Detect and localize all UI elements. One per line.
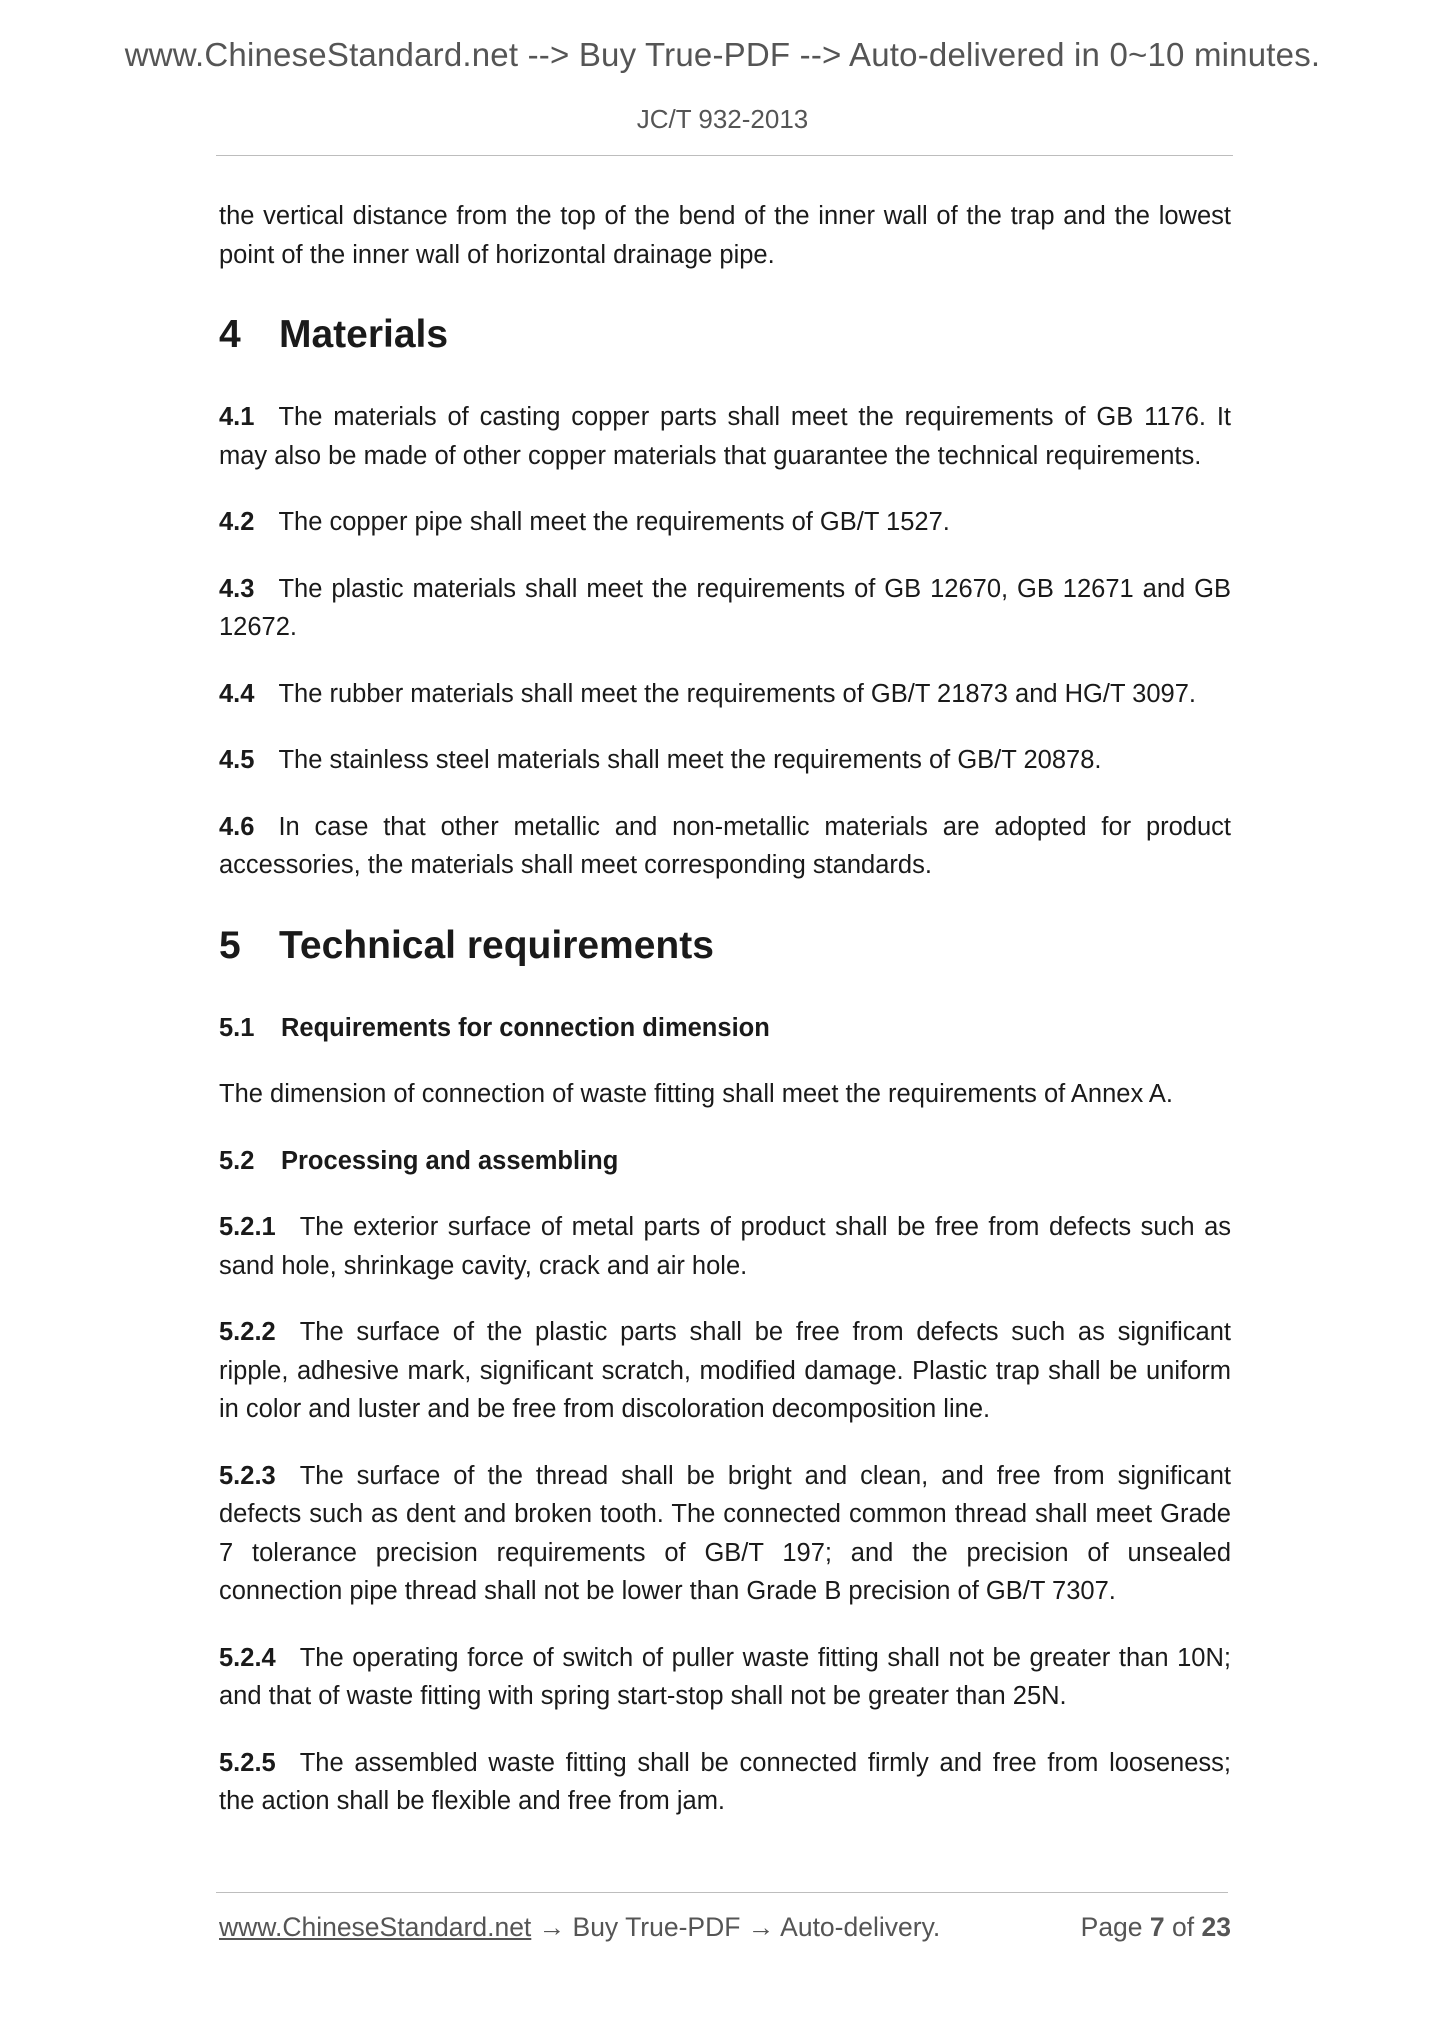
footer-site-link[interactable]: www.ChineseStandard.net	[219, 1912, 532, 1942]
clause-4-3	[219, 570, 1231, 647]
subsection-5-1-heading	[219, 1009, 1231, 1048]
of-word: of	[1172, 1912, 1195, 1942]
clause-5-2-4	[219, 1639, 1231, 1716]
clause-5-2-2	[219, 1313, 1231, 1429]
clause-number: 4.3	[219, 574, 255, 603]
clause-text: The surface of the plastic parts shall be free from defects such as significant ripple, adhesive mark, significant scratch, modified damage. Plastic trap shall be uniform in color and luster and be free from discoloration decomposition line.	[219, 1318, 1231, 1423]
section-number: 4	[219, 313, 241, 356]
page-number: 7	[1149, 1912, 1165, 1942]
subsection-number: 5.2	[219, 1146, 255, 1175]
clause-number: 5.2.3	[219, 1461, 276, 1490]
clause-4-5	[219, 741, 1231, 780]
header-divider	[216, 155, 1233, 156]
clause-number: 5.2.2	[219, 1318, 276, 1346]
section-title: Materials	[279, 313, 449, 356]
subsection-title: Processing and assembling	[281, 1146, 619, 1175]
clause-text: The exterior surface of metal parts of product shall be free from defects such as sand hole, shrinkage cavity, crack and air hole.	[219, 1213, 1231, 1280]
clause-text: The surface of the thread shall be bright and clean, and free from significant defects such as dent and broken tooth. The connected common thread shall meet Grade 7 tolerance precision requirements of GB/T 197; and the precision of unsealed connection pipe thread shall not be lower than Grade B precision of GB/T 7307.	[219, 1461, 1231, 1605]
intro-paragraph: the vertical distance from the top of the bend of the inner wall of the trap and the lowest point of the inner wall of horizontal drainage pipe.	[219, 202, 1231, 269]
section-5-heading	[219, 921, 1231, 971]
clause-4-2	[219, 503, 1231, 542]
clause-number: 5.2.5	[219, 1748, 276, 1777]
page-footer	[219, 1912, 1231, 1943]
clause-number: 5.2.1	[219, 1213, 276, 1241]
clause-text: The operating force of switch of puller waste fitting shall not be greater than 10N; and that of waste fitting with spring start-stop shall not be greater than 25N.	[219, 1643, 1231, 1710]
clause-text: The rubber materials shall meet the requirements of GB/T 21873 and HG/T 3097.	[278, 679, 1196, 708]
clause-5-1-text: The dimension of connection of waste fitting shall meet the requirements of Annex A.	[219, 1080, 1173, 1108]
clause-number: 4.2	[219, 508, 255, 536]
clause-number: 4.1	[219, 403, 255, 431]
clause-4-1	[219, 398, 1231, 475]
subsection-number: 5.1	[219, 1013, 255, 1042]
section-title: Technical requirements	[279, 923, 714, 967]
clause-number: 4.5	[219, 746, 255, 774]
clause-number: 4.4	[219, 679, 255, 708]
page-word: Page	[1080, 1912, 1143, 1942]
clause-number: 4.6	[219, 812, 255, 841]
clause-5-2-3	[219, 1457, 1231, 1611]
clause-number: 5.2.4	[219, 1643, 276, 1672]
page-counter	[1081, 1912, 1231, 1943]
header-banner: www.ChineseStandard.net --> Buy True-PDF --> Auto-delivered in 0~10 minutes.	[124, 36, 1321, 73]
clause-text: In case that other metallic and non-metallic materials are adopted for product accessories, the materials shall meet corresponding standards.	[219, 812, 1231, 879]
clause-text: The plastic materials shall meet the requirements of GB 12670, GB 12671 and GB 12672.	[219, 574, 1231, 641]
clause-text: The stainless steel materials shall meet the requirements of GB/T 20878.	[278, 746, 1102, 774]
section-number: 5	[219, 923, 241, 967]
page-total: 23	[1201, 1912, 1231, 1942]
clause-text: The materials of casting copper parts shall meet the requirements of GB 1176. It may also be made of other copper materials that guarantee the technical requirements.	[219, 403, 1231, 470]
clause-text: The assembled waste fitting shall be connected firmly and free from looseness; the action shall be flexible and free from jam.	[219, 1748, 1231, 1815]
clause-text: The copper pipe shall meet the requirements of GB/T 1527.	[278, 508, 950, 536]
footer-divider	[216, 1892, 1228, 1893]
page-content	[219, 197, 1231, 1821]
section-4-heading	[219, 310, 1231, 360]
subsection-title: Requirements for connection dimension	[281, 1013, 770, 1042]
footer-tagline: → Buy True-PDF → Auto-delivery.	[531, 1912, 941, 1942]
clause-4-6	[219, 808, 1231, 885]
document-id: JC/T 932-2013	[636, 104, 809, 134]
clause-4-4	[219, 675, 1231, 714]
clause-5-2-5	[219, 1744, 1231, 1821]
clause-5-2-1	[219, 1208, 1231, 1285]
subsection-5-2-heading	[219, 1142, 1231, 1181]
